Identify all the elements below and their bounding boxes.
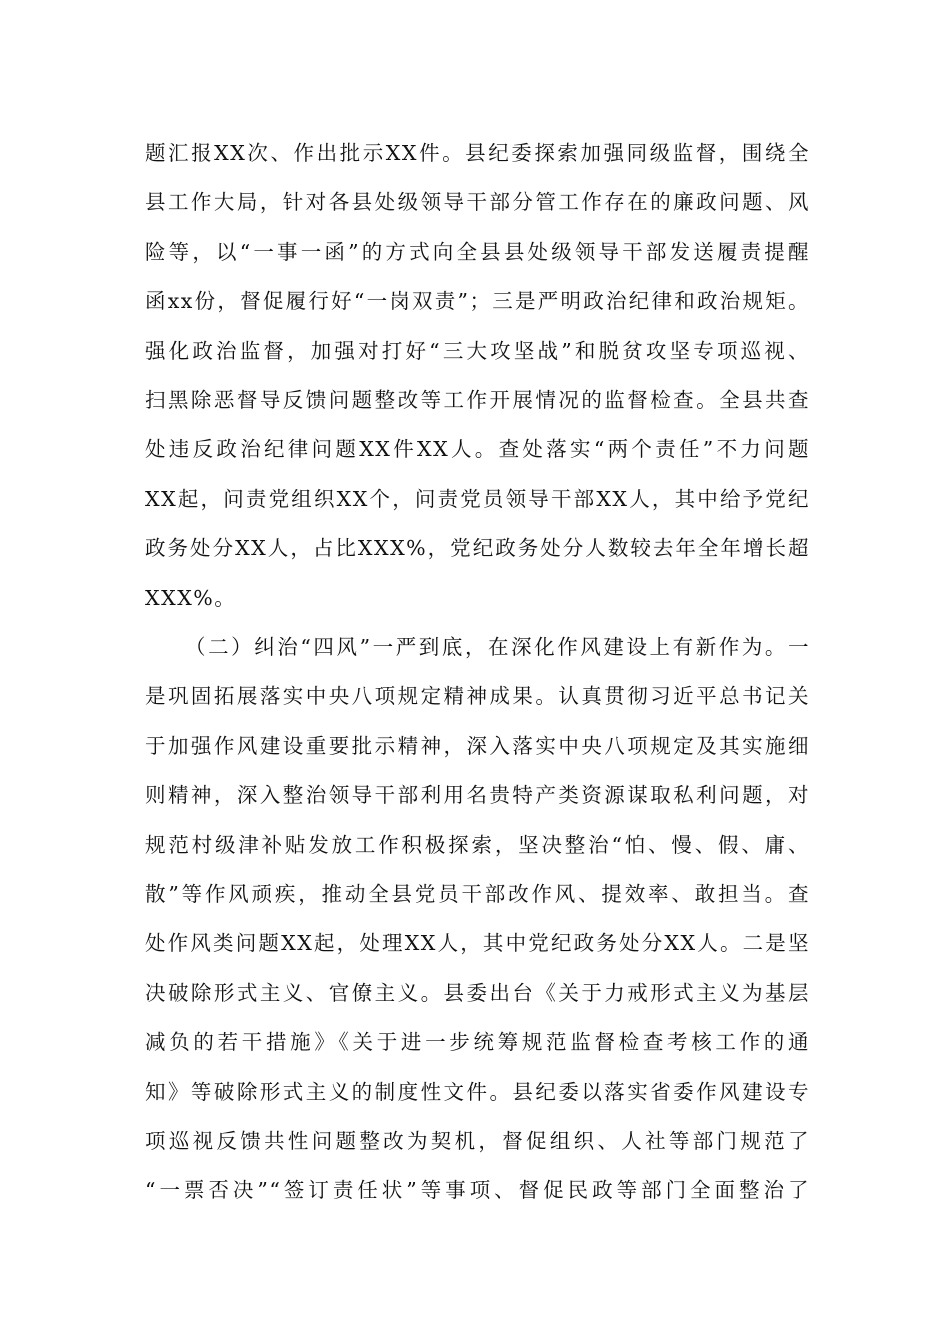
paragraph-line: 决破除形式主义、官僚主义。县委出台《关于力戒形式主义为基层 <box>145 980 810 1005</box>
paragraph-line: 则精神，深入整治领导干部利用名贵特产类资源谋取私利问题，对 <box>145 783 810 808</box>
paragraph-line: 散”等作风顽疾，推动全县党员干部改作风、提效率、敢担当。查 <box>145 881 810 906</box>
paragraph-line: 政务处分XX人，占比XXX%，党纪政务处分人数较去年全年增长超 <box>145 536 810 561</box>
paragraph-line: （二）纠治“四风”一严到底，在深化作风建设上有新作为。一 <box>185 635 810 659</box>
paragraph-line: 处违反政治纪律问题XX件XX人。查处落实“两个责任”不力问题 <box>145 437 810 462</box>
paragraph-line: 知》等破除形式主义的制度性文件。县纪委以落实省委作风建设专 <box>145 1079 810 1104</box>
paragraph-line: 函xx份，督促履行好“一岗双责”；三是严明政治纪律和政治规矩。 <box>145 289 810 314</box>
paragraph-line: 规范村级津补贴发放工作积极探索，坚决整治“怕、慢、假、庸、 <box>145 832 810 857</box>
paragraph-line: 扫黑除恶督导反馈问题整改等工作开展情况的监督检查。全县共查 <box>145 387 810 412</box>
paragraph-line: 县工作大局，针对各县处级领导干部分管工作存在的廉政问题、风 <box>145 190 810 215</box>
paragraph-line: XXX%。 <box>145 585 237 610</box>
paragraph-line: XX起，问责党组织XX个，问责党员领导干部XX人，其中给予党纪 <box>145 486 810 511</box>
paragraph-line: 险等，以“一事一函”的方式向全县县处级领导干部发送履责提醒 <box>145 239 810 264</box>
paragraph-line: 于加强作风建设重要批示精神，深入落实中央八项规定及其实施细 <box>145 733 810 758</box>
paragraph-line: 减负的若干措施》《关于进一步统筹规范监督检查考核工作的通 <box>145 1030 810 1055</box>
paragraph-line: “一票否决”“签订责任状”等事项、督促民政等部门全面整治了 <box>145 1178 810 1203</box>
paragraph-line: 是巩固拓展落实中央八项规定精神成果。认真贯彻习近平总书记关 <box>145 684 810 709</box>
paragraph-line: 项巡视反馈共性问题整改为契机，督促组织、人社等部门规范了 <box>145 1128 810 1153</box>
paragraph-line: 强化政治监督，加强对打好“三大攻坚战”和脱贫攻坚专项巡视、 <box>145 338 810 363</box>
paragraph-line: 处作风类问题XX起，处理XX人，其中党纪政务处分XX人。二是坚 <box>145 931 810 956</box>
paragraph-line: 题汇报XX次、作出批示XX件。县纪委探索加强同级监督，围绕全 <box>145 141 810 165</box>
paragraph-2 <box>145 623 810 1216</box>
paragraph-1 <box>145 129 810 623</box>
